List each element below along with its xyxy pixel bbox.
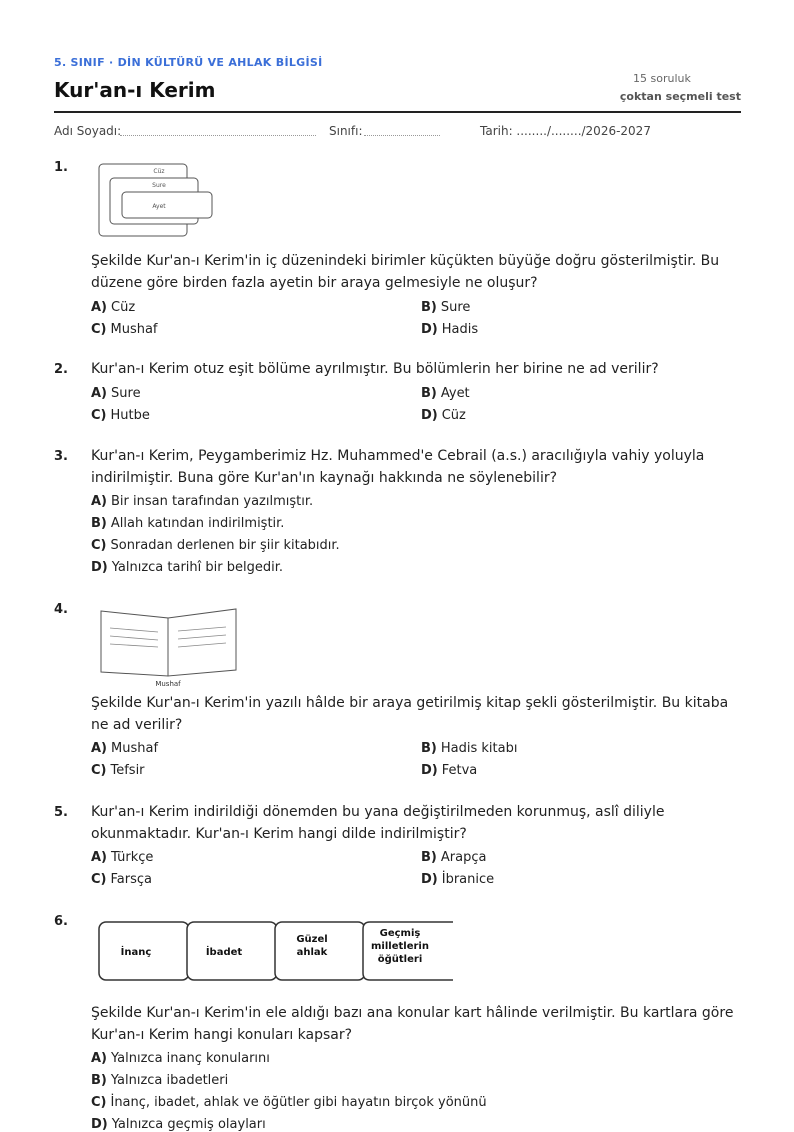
option-c[interactable] bbox=[91, 322, 158, 337]
option-text: Bir insan tarafından yazılmıştır. bbox=[111, 494, 314, 509]
option-text: Türkçe bbox=[111, 850, 154, 865]
option-d[interactable] bbox=[91, 560, 283, 575]
option-letter: B) bbox=[421, 850, 437, 865]
option-letter: D) bbox=[421, 872, 438, 887]
figure-label-cuz: Cüz bbox=[153, 168, 165, 175]
page-title: Kur'an-ı Kerim bbox=[54, 78, 216, 102]
name-label: Adı Soyadı: bbox=[54, 124, 122, 138]
question-text: Şekilde Kur'an-ı Kerim'in iç düzenindeki birimler küçükten büyüğe doğru gösterilmiştir. Bu düzene göre birden fazla ayetin bir araya gelmesiyle ne oluşur? bbox=[91, 253, 720, 291]
test-type: çoktan seçmeli test bbox=[619, 90, 741, 103]
option-text: Mushaf bbox=[111, 741, 159, 756]
option-c[interactable] bbox=[91, 1095, 487, 1110]
option-text: Mushaf bbox=[110, 322, 158, 337]
option-b[interactable] bbox=[91, 1073, 228, 1088]
option-text: Hutbe bbox=[110, 408, 150, 423]
option-text: Hadis kitabı bbox=[440, 741, 518, 756]
option-text: Sure bbox=[440, 300, 471, 315]
card-guzel-ahlak: Güzel ahlak bbox=[296, 934, 328, 958]
option-letter: A) bbox=[91, 300, 108, 315]
option-letter: A) bbox=[91, 850, 108, 865]
question-text: Kur'an-ı Kerim otuz eşit bölüme ayrılmıştır. Bu bölümlerin her birine ne ad verilir? bbox=[91, 361, 659, 377]
option-letter: B) bbox=[421, 741, 437, 756]
option-letter: C) bbox=[91, 322, 107, 337]
option-c[interactable] bbox=[91, 872, 152, 887]
option-text: Hadis bbox=[441, 322, 479, 337]
option-letter: B) bbox=[91, 516, 107, 531]
option-d[interactable] bbox=[421, 322, 478, 337]
option-text: Sonradan derlenen bir şiir kitabıdır. bbox=[110, 538, 340, 553]
option-text: Arapça bbox=[440, 850, 487, 865]
option-b[interactable] bbox=[421, 850, 486, 865]
option-letter: D) bbox=[91, 560, 108, 575]
option-b[interactable] bbox=[421, 386, 470, 401]
option-letter: B) bbox=[421, 300, 437, 315]
option-c[interactable] bbox=[91, 538, 340, 553]
question-number: 5. bbox=[54, 805, 68, 820]
option-b[interactable] bbox=[91, 516, 284, 531]
question-number: 3. bbox=[54, 449, 68, 464]
option-letter: D) bbox=[421, 763, 438, 778]
quran-units-figure bbox=[98, 162, 218, 240]
option-d[interactable] bbox=[421, 408, 466, 423]
option-text: Farsça bbox=[110, 872, 152, 887]
question-text: Şekilde Kur'an-ı Kerim'in yazılı hâlde bir araya getirilmiş kitap şekli gösterilmiştir. Bu kitaba ne ad verilir? bbox=[91, 695, 729, 733]
option-letter: C) bbox=[91, 763, 107, 778]
question-number: 1. bbox=[54, 160, 68, 175]
topic-cards-figure bbox=[98, 920, 454, 984]
question-number: 2. bbox=[54, 362, 68, 377]
question-number: 6. bbox=[54, 914, 68, 929]
option-text: İnanç, ibadet, ahlak ve öğütler gibi hayatın birçok yönünü bbox=[110, 1095, 487, 1110]
option-a[interactable] bbox=[91, 386, 141, 401]
option-text: Cüz bbox=[111, 300, 136, 315]
option-text: Yalnızca ibadetleri bbox=[110, 1073, 229, 1088]
option-text: Yalnızca geçmiş olayları bbox=[111, 1117, 266, 1132]
option-letter: D) bbox=[91, 1117, 108, 1132]
question-text: Kur'an-ı Kerim indirildiği dönemden bu yana değiştirilmeden korunmuş, aslî diliyle okunmaktadır. Kur'an-ı Kerim hangi dilde indirilmiştir? bbox=[91, 804, 665, 842]
option-letter: A) bbox=[91, 494, 108, 509]
option-text: Tefsir bbox=[110, 763, 145, 778]
option-letter: C) bbox=[91, 872, 107, 887]
option-letter: C) bbox=[91, 408, 107, 423]
option-letter: B) bbox=[421, 386, 437, 401]
option-d[interactable] bbox=[91, 1117, 266, 1132]
option-letter: C) bbox=[91, 1095, 107, 1110]
option-a[interactable] bbox=[91, 741, 158, 756]
figure-label-ayet: Ayet bbox=[152, 203, 166, 210]
question-text: Şekilde Kur'an-ı Kerim'in ele aldığı bazı ana konular kart hâlinde verilmiştir. Bu kartlara göre Kur'an-ı Kerim hangi konuları kapsar? bbox=[91, 1005, 734, 1043]
option-text: Cüz bbox=[441, 408, 466, 423]
option-text: Ayet bbox=[440, 386, 470, 401]
class-label: Sınıfı: bbox=[329, 124, 363, 138]
option-a[interactable] bbox=[91, 850, 153, 865]
option-letter: A) bbox=[91, 1051, 108, 1066]
option-letter: D) bbox=[421, 408, 438, 423]
option-letter: A) bbox=[91, 741, 108, 756]
option-c[interactable] bbox=[91, 763, 145, 778]
subject-label: 5. SINIF · DİN KÜLTÜRÜ VE AHLAK BİLGİSİ bbox=[54, 56, 323, 69]
figure-caption-mushaf: Mushaf bbox=[155, 680, 181, 688]
card-ibadet: İbadet bbox=[205, 947, 243, 958]
option-d[interactable] bbox=[421, 872, 494, 887]
question-text: Kur'an-ı Kerim, Peygamberimiz Hz. Muhammed'e Cebrail (a.s.) aracılığıyla vahiy yoluyla indirilmiştir. Buna göre Kur'an'ın kaynağı hakkında ne söylenebilir? bbox=[91, 448, 705, 486]
option-text: Sure bbox=[111, 386, 141, 401]
question-count: 15 soruluk bbox=[633, 72, 691, 85]
option-a[interactable] bbox=[91, 1051, 270, 1066]
option-text: İbranice bbox=[441, 872, 495, 887]
option-text: Yalnızca tarihî bir belgedir. bbox=[111, 560, 283, 575]
option-d[interactable] bbox=[421, 763, 477, 778]
figure-label-sure: Sure bbox=[152, 182, 166, 189]
option-c[interactable] bbox=[91, 408, 150, 423]
option-letter: D) bbox=[421, 322, 438, 337]
name-blank bbox=[120, 135, 316, 136]
option-letter: A) bbox=[91, 386, 108, 401]
class-blank bbox=[364, 135, 440, 136]
option-b[interactable] bbox=[421, 300, 470, 315]
mushaf-book-figure bbox=[100, 606, 240, 690]
option-text: Yalnızca inanç konularını bbox=[111, 1051, 270, 1066]
card-gecmis-milletler: Geçmiş milletlerin öğütleri bbox=[371, 928, 429, 965]
header-divider bbox=[54, 111, 741, 113]
date-label: Tarih: ......../......../2026-2027 bbox=[480, 124, 651, 138]
card-inanc: İnanç bbox=[120, 947, 152, 958]
option-text: Allah katından indirilmiştir. bbox=[110, 516, 285, 531]
option-a[interactable] bbox=[91, 300, 135, 315]
question-number: 4. bbox=[54, 602, 68, 617]
option-letter: B) bbox=[91, 1073, 107, 1088]
option-b[interactable] bbox=[421, 741, 517, 756]
option-text: Fetva bbox=[441, 763, 478, 778]
option-letter: C) bbox=[91, 538, 107, 553]
option-a[interactable] bbox=[91, 494, 313, 509]
